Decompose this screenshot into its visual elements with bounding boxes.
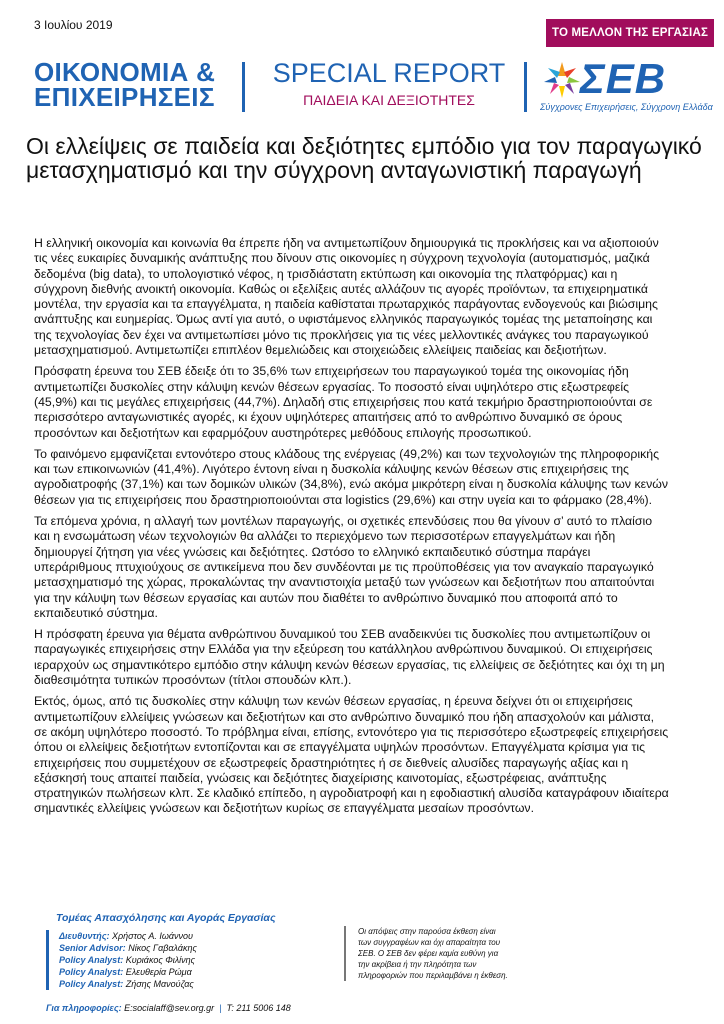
contact-separator: | bbox=[216, 1003, 225, 1013]
contact-email[interactable]: E:socialaff@sev.org.gr bbox=[124, 1003, 215, 1013]
report-date: 3 Ιουλίου 2019 bbox=[34, 18, 113, 32]
paragraph: Τα επόμενα χρόνια, η αλλαγή των μοντέλων παραγωγής, οι σχετικές επενδύσεις που θα γίνουν σ’ αυτό το πλαίσιο και η ενσωμάτωση νέων τεχνολογιών θα αλλάζει το περιεχόμενο των περισσοτέρων επαγγελμάτων και ήδη δημιουργεί ζήτηση για νέες γνώσεις και δεξιότητες. Ωστόσο το ελληνικό εκπαιδευτικό σύστημα παράγει υπεράριθμους πτυχιούχους σε αντικείμενα που δεν συνδέονται με τις προϋποθέσεις για τον αναγκαίο παραγωγικό μετασχηματισμό της χώρας, προκαλώντας την αναντιστοιχία μεταξύ των γνώσεων και δεξιοτήτων που απαιτούνται για την κάλυψη των θέσεων εργασίας και αυτών που διαθέτει το ανθρώπινο δυναμικό που αποφοιτά από το εκπαιδευτικό σύστημα. bbox=[34, 514, 655, 620]
contact-label: Για πληροφορίες: bbox=[46, 1003, 122, 1013]
brand-line-1: ΟΙΚΟΝΟΜΙΑ & bbox=[34, 57, 216, 87]
staff-role: Policy Analyst: bbox=[59, 955, 124, 965]
disclaimer: Οι απόψεις στην παρούσα έκθεση είναι των συγγραφέων και όχι απαραίτητα του ΣΕΒ. Ο ΣΕΒ δεν φέρει καμία ευθύνη για την ακρίβεια ή την πληρότητα των πληροφοριών που περιλαμβάνει η έκθεση. bbox=[344, 926, 510, 981]
brand-line-2: ΕΠΙΧΕΙΡΗΣΕΙΣ bbox=[34, 82, 215, 112]
paragraph: Πρόσφατη έρευνα του ΣΕΒ έδειξε ότι το 35,6% των επιχειρήσεων του παραγωγικού τομέα της οικονομίας ήδη αντιμετωπίζει δυσκολίες στην κάλυψη κενών θέσεων εργασίας. Το ποσοστό είναι υψηλότερο στις εξωστρεφείς (45,9%) και τις μεγάλες επιχειρήσεις (44,7%). Δηλαδή στις επιχειρήσεις που κατά τεκμήριο δραστηριοποιούνται σε περισσότερο ανταγωνιστικές αγορές, κι έχουν υψηλότερες απαιτήσεις από το ανθρώπινο δυναμικό σε όρους προσόντων και δεξιοτήτων και εφαρμόζουν αυστηρότερες μεθόδους επιλογής προσωπικού. bbox=[34, 364, 653, 440]
staff-role: Policy Analyst: bbox=[59, 979, 124, 989]
staff-role: Policy Analyst: bbox=[59, 967, 124, 977]
sev-logo-text: ΣΕΒ bbox=[580, 55, 667, 102]
staff-row bbox=[59, 930, 197, 942]
staff-name: Ζήσης Μανούζας bbox=[125, 979, 194, 989]
divider bbox=[242, 62, 245, 112]
headline: Οι ελλείψεις σε παιδεία και δεξιότητες εμπόδιο για τον παραγωγικό μετασχηματισμό και την σύγχρονη ανταγωνιστική παραγωγή bbox=[26, 133, 702, 183]
staff-list bbox=[46, 930, 197, 990]
staff-role: Senior Advisor: bbox=[59, 943, 126, 953]
contact-info bbox=[46, 1003, 291, 1013]
brand-title bbox=[34, 57, 230, 112]
staff-name: Ελευθερία Ρώμα bbox=[125, 967, 192, 977]
staff-row bbox=[59, 942, 197, 954]
paragraph: Η ελληνική οικονομία και κοινωνία θα έπρεπε ήδη να αντιμετωπίζουν δημιουργικά τις προκλήσεις και να αξιοποιούν τις νέες ευκαιρίες δυναμικής ανάπτυξης που δίνουν στις οικονομίες η σύγχρονη τεχνολογία (αυτοματισμός, μαζικά δεδομένα (big data), το υπολογιστικό νέφος, η τρισδιάστατη εκτύπωση και οικονομία της πλατφόρμας) και η σύγχρονη διεθνής ανοικτή οικονομία. Καθώς οι εξελίξεις αυτές αλλάζουν τις αγορές προϊόντων, τα επιχειρηματικά μοντέλα, την εργασία και τα επαγγέλματα, η παιδεία καθίσταται πρωταρχικός παράγοντας ενδογενούς και βιώσιμης ανάπτυξης και ευημερίας. Όμως αντί για αυτό, ο υφιστάμενος ελληνικός παραγωγικός τομέας της μεταποίησης και της τεχνολογίας δεν έχει να αντιμετωπίσει μόνο τις προκλήσεις για τις νέες μελλοντικές ανάγκες του παραγωγικού μετασχηματισμού. Αντιμετωπίζει επιπλέον θεμελιώδεις και στοιχειώδεις ελλείψεις παιδείας και δεξιοτήτων. bbox=[34, 236, 659, 358]
article-body bbox=[34, 236, 670, 823]
special-report-subtitle: ΠΑΙΔΕΙΑ ΚΑΙ ΔΕΞΙΟΤΗΤΕΣ bbox=[303, 92, 475, 108]
paragraph: Εκτός, όμως, από τις δυσκολίες στην κάλυψη των κενών θέσεων εργασίας, η έρευνα δείχνει ότι οι επιχειρήσεις αντιμετωπίζουν ελλείψεις γνώσεων και δεξιοτήτων και στο ανθρώπινο δυναμικό που ήδη απασχολούν και μάλιστα, σε ακόμη υψηλότερο ποσοστό. Το πρόβλημα είναι, επίσης, εντονότερο για τις περισσότερο εξωστρεφείς επιχειρήσεις όπου οι ελλείψεις δεξιοτήτων εντοπίζονται και σε επαγγέλματα υψηλών προσόντων. Επαγγέλματα κρίσιμα για τις επιχειρήσεις που συμμετέχουν σε εξωστρεφείς δραστηριότητες ή σε διεθνείς αλυσίδες παραγωγής αξίας και η εξάσκησή τους απαιτεί παιδεία, γνώσεις και δεξιότητες διαχείρισης καινοτομίας, εξωστρέφειας, ανάπτυξης στρατηγικών πωλήσεων κλπ. Σε κλαδικό επίπεδο, η αγροδιατροφή και η εφοδιαστική αλυσίδα καταγράφουν ιδιαίτερα σημαντικές ελλείψεις γνώσεων και δεξιοτήτων κυρίως σε επαγγέλματα μεσαίων προσόντων. bbox=[34, 694, 669, 816]
paragraph: Η πρόσφατη έρευνα για θέματα ανθρώπινου δυναμικού του ΣΕΒ αναδεικνύει τις δυσκολίες που αντιμετωπίζουν οι παραγωγικές επιχειρήσεις στην Ελλάδα για την εξεύρεση του κατάλληλου ανθρώπινου δυναμικού. Οι επιχειρήσεις ιεραρχούν ως σημαντικότερο εμπόδιο στην κάλυψη κενών θέσεων εργασίας, τις ελλείψεις σε δεξιότητες και όχι τη μη διαθεσιμότητα τυπικών προσόντων (τίτλοι σπουδών κλπ.). bbox=[34, 627, 665, 688]
staff-name: Νίκος Γαβαλάκης bbox=[128, 943, 197, 953]
staff-role: Διευθυντής: bbox=[59, 931, 110, 941]
sev-tagline: Σύγχρονες Επιχειρήσεις, Σύγχρονη Ελλάδα bbox=[540, 102, 713, 112]
series-tag: ΤΟ ΜΕΛΛΟΝ ΤΗΣ ΕΡΓΑΣΙΑΣ bbox=[546, 19, 714, 47]
special-report-title: SPECIAL REPORT bbox=[272, 58, 506, 88]
contact-phone: T: 211 5006 148 bbox=[226, 1003, 291, 1013]
staff-name: Χρήστος Α. Ιωάννου bbox=[112, 931, 193, 941]
staff-row bbox=[59, 966, 197, 978]
staff-row bbox=[59, 978, 197, 990]
divider bbox=[524, 62, 527, 112]
paragraph: Το φαινόμενο εμφανίζεται εντονότερο στους κλάδους της ενέργειας (49,2%) και των τεχνολογιών της πληροφορικής και των επικοινωνιών (41,4%). Λιγότερο έντονη είναι η δυσκολία κάλυψης κενών θέσεων στις επιχειρήσεις της αγροδιατροφής (37,1%) και των δομικών υλικών (34,8%), ενώ ακόμα μικρότερη είναι η δυσκολία κάλυψης των κενών θέσεων για τις επιχειρήσεις που δραστηριοποιούνται στα logistics (29,6%) και στην υγεία και το φάρμακο (28,4%). bbox=[34, 446, 669, 507]
staff-row bbox=[59, 954, 197, 966]
staff-name: Κυριάκος Φιλίνης bbox=[125, 955, 196, 965]
department-title: Τομέας Απασχόλησης και Αγοράς Εργασίας bbox=[56, 912, 276, 924]
